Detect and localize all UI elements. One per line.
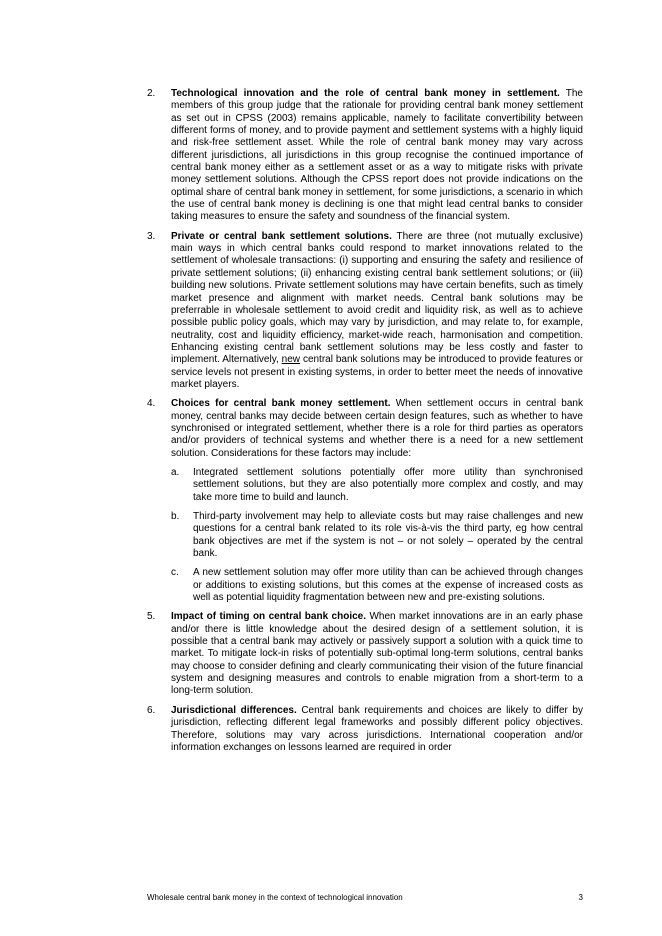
underlined-word: new [281, 354, 301, 366]
page-number: 3 [578, 893, 583, 902]
numbered-list [147, 88, 583, 761]
item-heading: Technological innovation and the role of central bank money in settlement. [171, 88, 560, 99]
sub-item-letter: c. [171, 567, 179, 579]
sub-list [171, 467, 583, 604]
sub-item-text: A new settlement solution may offer more utility than can be achieved through changes or additions to existing solutions, but this comes at the expense of increased costs as well as potential liquidity fragmentation between new and pre-existing solutions. [193, 567, 583, 604]
sub-item-c [171, 567, 583, 604]
item-text: The members of this group judge that the rationale for providing central bank money settlement as set out in CPSS (2003) remains applicable, namely to facilitate convertibility between different forms of money, and to provide payment and settlement systems with a highly liquid and risk-free settlement asset. While the role of central bank money may vary across different jurisdictions, all jurisdictions in this group recognise the continued importance of central bank money either as a settlement asset or as a way to mitigate risks with private money settlement solutions. Although the CPSS report does not provide indications on the optimal share of central bank money in settlement, for some jurisdictions, a scenario in which the use of central bank money is declining is one that might lead central banks to consider taking measures to ensure the safety and soundness of the financial system. [171, 88, 583, 223]
item-text: When market innovations are in an early phase and/or there is little knowledge about the desired design of a settlement solution, it is possible that a central bank may actively or passively support a solution with a quick time to market. To mitigate lock-in risks of potentially sub-optimal long-term solutions, central banks may choose to consider defining and clearly communicating their vision of the future financial system and designing measures and controls to enable migration from a short-term to a long-term solution. [171, 611, 583, 697]
item-heading: Jurisdictional differences. [171, 704, 297, 716]
sub-item-letter: a. [171, 466, 180, 478]
footer-title: Wholesale central bank money in the context of technological innovation [147, 893, 403, 902]
list-item-3 [147, 231, 583, 391]
item-text: There are three (not mutually exclusive) main ways in which central banks could respond to market innovations related to the settlement of wholesale transactions: (i) supporting and ensuring the safety and resilience of private settlement solutions; (ii) enhancing existing central bank settlement solutions; or (iii) building new solutions. Private settlement solutions may have certain benefits, such as timely market presence and alignment with market needs. Central bank solutions may be preferrable in wholesale settlement to avoid credit and liquidity risk, as well as to achieve possible public policy goals, which may vary by jurisdiction, and may relate to, for example, neutrality, cost and liquidity efficiency, market-wide reach, harmonisation and competition. Enhancing existing central bank settlement solutions may be less costly and faster to implement. Alternatively, [171, 230, 583, 366]
item-number: 6. [147, 704, 156, 716]
item-number: 2. [147, 88, 156, 99]
item-number: 4. [147, 398, 156, 410]
item-heading: Impact of timing on central bank choice. [171, 611, 367, 623]
item-number: 3. [147, 230, 156, 242]
sub-item-a [171, 467, 583, 504]
item-text-continued: central bank solutions may be introduced to provide features or service levels not present in existing systems, in order to better meet the needs of innovative market players. [171, 354, 584, 390]
sub-item-text: Third-party involvement may help to alleviate costs but may raise challenges and new questions for a central bank related to its role vis-à-vis the third party, eg how central bank objectives are met if the system is not – or not solely – operated by the central bank. [193, 511, 583, 560]
list-item-2 [147, 88, 583, 224]
item-number: 5. [147, 611, 156, 623]
list-item-4 [147, 398, 583, 604]
sub-item-b [171, 511, 583, 560]
item-heading: Private or central bank settlement solutions. [171, 230, 392, 242]
item-text: Central bank requirements and choices are likely to differ by jurisdiction, reflecting different legal frameworks and possibly different policy objectives. Therefore, solutions may vary across jurisdictions. International cooperation and/or information exchanges on lessons learned are required in order [171, 704, 583, 753]
item-text: When settlement occurs in central bank money, central banks may decide between certain design features, such as whether to have synchronised or integrated settlement, whether there is a role for third parties as operators and/or providers of technical systems and whether there is a need for a new settlement solution. Considerations for these factors may include: [171, 398, 583, 459]
list-item-5 [147, 611, 583, 697]
item-heading: Choices for central bank money settlement. [171, 398, 391, 410]
sub-item-letter: b. [171, 511, 180, 522]
list-item-6 [147, 705, 583, 754]
sub-item-text: Integrated settlement solutions potentially offer more utility than synchronised settlement solutions, but they are also potentially more complex and costly, and may take more time to build and launch. [193, 466, 583, 503]
